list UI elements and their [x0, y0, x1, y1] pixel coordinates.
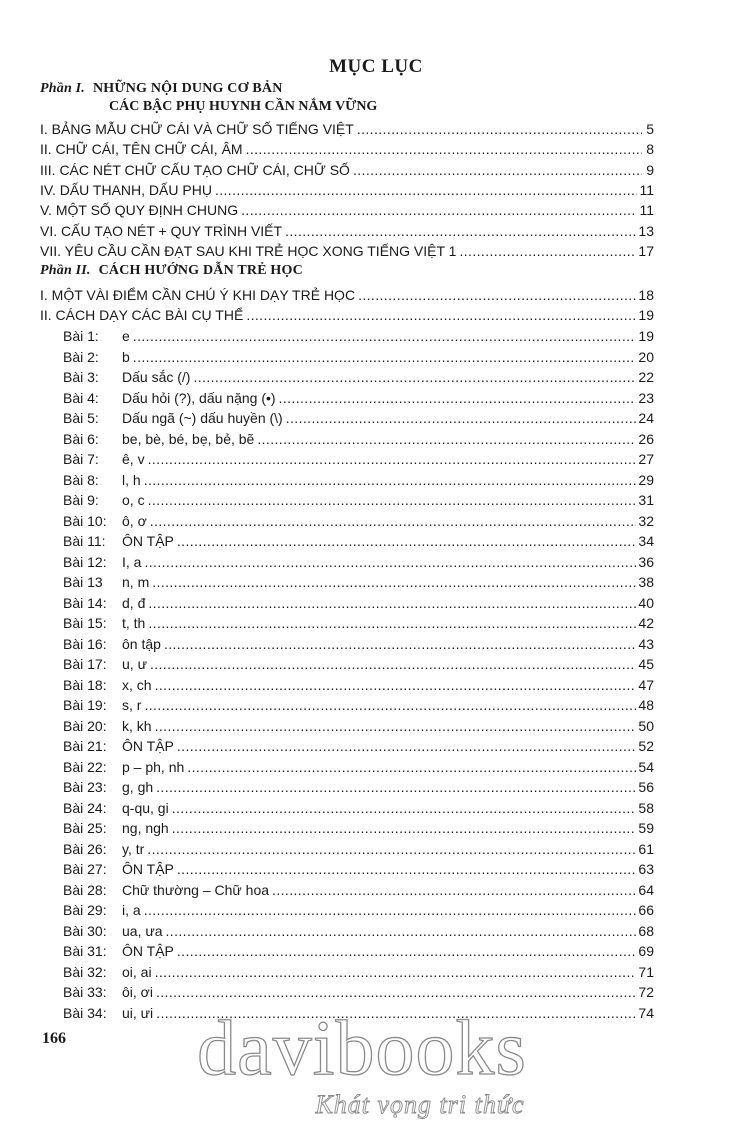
dot-leader	[144, 470, 637, 490]
watermark-tagline: Khát vọng tri thức	[315, 1090, 525, 1119]
toc-lesson-item[interactable]	[63, 880, 654, 900]
page-ref: 54	[638, 758, 654, 775]
dot-leader	[172, 798, 637, 818]
dot-leader	[144, 695, 636, 715]
lesson-title: ui, ưi	[122, 1004, 154, 1021]
toc-lesson-item[interactable]	[63, 613, 654, 633]
lesson-title: ÔN TẬP	[122, 861, 174, 877]
lesson-title: ôn tập	[122, 635, 161, 652]
lesson-title: i, a	[122, 902, 141, 918]
page-ref: 58	[638, 799, 654, 816]
dot-leader	[148, 449, 637, 469]
lesson-number: Bài 2:	[63, 348, 99, 365]
lesson-number: Bài 14:	[63, 594, 107, 611]
dot-leader	[155, 716, 637, 736]
lesson-number: Bài 8:	[63, 471, 99, 488]
page-ref: 19	[638, 328, 654, 344]
dot-leader	[177, 736, 637, 756]
lesson-title: d, đ	[122, 594, 146, 611]
lesson-number: Bài 9:	[63, 492, 99, 508]
toc-lesson-item[interactable]	[63, 675, 654, 695]
page-ref: 18	[638, 287, 654, 303]
page-ref: 24	[638, 410, 654, 426]
page-ref: 26	[638, 430, 654, 447]
page-ref: 23	[638, 389, 654, 406]
toc-section-item[interactable]	[40, 160, 654, 180]
toc-lesson-item[interactable]	[63, 818, 654, 838]
dot-leader	[155, 675, 637, 695]
dot-leader	[177, 531, 637, 551]
page-ref: 40	[638, 594, 654, 611]
lesson-title: b	[122, 348, 130, 365]
lesson-title: s, r	[122, 697, 142, 713]
lesson-number: Bài 7:	[63, 451, 99, 467]
page-ref: 45	[638, 656, 654, 672]
section-title: II. CHỮ CÁI, TÊN CHỮ CÁI, ÂM	[40, 141, 243, 158]
lesson-number: Bài 6:	[63, 430, 99, 447]
lesson-number: Bài 15:	[63, 615, 107, 631]
page-ref: 59	[638, 820, 654, 836]
page-ref: 13	[638, 222, 654, 239]
lesson-number: Bài 17:	[63, 656, 107, 672]
toc-lesson-item[interactable]	[63, 511, 654, 531]
toc-lesson-item[interactable]	[63, 716, 654, 736]
lesson-title: ê, v	[122, 451, 145, 467]
page-ref: 34	[638, 533, 654, 549]
toc-section-item[interactable]	[40, 180, 654, 200]
page-number: 166	[42, 1030, 66, 1047]
toc-lesson-item[interactable]	[63, 859, 654, 879]
page-ref: 48	[638, 697, 654, 713]
dot-leader	[156, 777, 636, 797]
page-ref: 27	[638, 451, 654, 467]
dot-leader	[147, 839, 636, 859]
lesson-number: Bài 32:	[63, 963, 107, 980]
part2-heading	[40, 263, 303, 279]
page-ref: 72	[638, 984, 654, 1000]
dot-leader	[148, 613, 636, 633]
lesson-title: Dấu ngã (~) dấu huyền (\)	[122, 410, 283, 426]
lesson-number: Bài 22:	[63, 758, 107, 775]
dot-leader	[156, 982, 636, 1002]
dot-leader	[148, 490, 637, 510]
lesson-title: t, th	[122, 615, 146, 631]
dot-leader	[285, 221, 636, 241]
toc-lesson-item[interactable]	[63, 921, 654, 941]
page-ref: 32	[638, 512, 654, 529]
toc-lesson-item[interactable]	[63, 798, 654, 818]
lesson-number: Bài 27:	[63, 861, 107, 877]
lesson-number: Bài 33:	[63, 984, 107, 1000]
toc-lesson-item[interactable]	[63, 695, 654, 715]
lesson-number: Bài 23:	[63, 779, 107, 795]
dot-leader	[150, 511, 637, 531]
dot-leader	[193, 367, 636, 387]
page-ref: 61	[638, 840, 654, 857]
lesson-title: q-qu, gi	[122, 799, 169, 816]
section-title: V. MỘT SỐ QUY ĐỊNH CHUNG	[40, 202, 239, 219]
page-ref: 22	[638, 369, 654, 385]
lesson-title: ng, ngh	[122, 820, 169, 836]
dot-leader	[177, 941, 637, 961]
toc-lesson-item[interactable]	[63, 941, 654, 961]
dot-leader	[133, 347, 637, 367]
lesson-number: Bài 3:	[63, 369, 99, 385]
dot-leader	[246, 139, 642, 159]
page-ref: 64	[638, 881, 654, 898]
page-ref: 63	[638, 861, 654, 877]
page-ref: 11	[639, 181, 654, 198]
lesson-number: Bài 11:	[63, 533, 106, 549]
lesson-title: p – ph, nh	[122, 758, 185, 775]
dot-leader	[257, 429, 636, 449]
page-ref: 36	[638, 553, 654, 570]
lesson-title: be, bè, bé, bẹ, bẻ, bẽ	[122, 430, 255, 447]
lesson-title: I, a	[122, 553, 142, 570]
toc-section-item[interactable]	[40, 200, 654, 220]
lesson-title: x, ch	[122, 676, 152, 693]
toc-lesson-item[interactable]	[63, 408, 654, 428]
lesson-number: Bài 25:	[63, 820, 107, 836]
dot-leader	[133, 326, 637, 346]
lesson-title: ôi, ơi	[122, 984, 153, 1000]
page-ref: 68	[638, 922, 654, 939]
lesson-title: n, m	[122, 574, 150, 590]
lesson-title: e	[122, 328, 130, 344]
section-title: I. MỘT VÀI ĐIỂM CẦN CHÚ Ý KHI DẠY TRẺ HỌC	[40, 287, 356, 303]
toc-lesson-item[interactable]	[63, 757, 654, 777]
lesson-number: Bài 30:	[63, 922, 107, 939]
page-ref: 5	[646, 121, 654, 137]
page-ref: 31	[638, 492, 654, 508]
part1-heading	[40, 81, 283, 97]
part2-label: Phần II.	[40, 263, 91, 278]
toc-lesson-item[interactable]	[63, 449, 654, 469]
page-ref: 47	[638, 676, 654, 693]
toc-section-item[interactable]	[40, 285, 654, 305]
lesson-number: Bài 28:	[63, 881, 107, 898]
dot-leader	[164, 634, 636, 654]
lesson-number: Bài 26:	[63, 840, 107, 857]
lesson-title: k, kh	[122, 717, 152, 734]
dot-leader	[152, 572, 636, 592]
part1-heading-line2: CÁC BẬC PHỤ HUYNH CẦN NẮM VỮNG	[109, 99, 378, 114]
toc-lesson-item[interactable]	[63, 593, 654, 613]
toc-lesson-item[interactable]	[63, 388, 654, 408]
dot-leader	[286, 408, 637, 428]
dot-leader	[246, 305, 636, 325]
page-ref: 50	[638, 717, 654, 734]
page-ref: 11	[639, 202, 654, 219]
lesson-title: ÔN TẬP	[122, 738, 174, 754]
dot-leader	[215, 180, 638, 200]
lesson-title: ÔN TẬP	[122, 943, 174, 959]
dot-leader	[358, 285, 636, 305]
lesson-number: Bài 31:	[63, 943, 107, 959]
toc-section-item[interactable]	[40, 139, 654, 159]
lesson-number: Bài 19:	[63, 697, 107, 713]
dot-leader	[148, 593, 636, 613]
toc-lesson-item[interactable]	[63, 367, 654, 387]
lesson-number: Bài 13	[63, 574, 103, 590]
page-ref: 17	[638, 242, 654, 259]
lesson-title: l, h	[122, 471, 141, 488]
lesson-number: Bài 34:	[63, 1004, 107, 1021]
dot-leader	[144, 552, 636, 572]
toc-lesson-item[interactable]	[63, 839, 654, 859]
page-title: MỤC LỤC	[329, 56, 423, 77]
page-ref: 43	[638, 635, 654, 652]
page-ref: 74	[638, 1004, 654, 1021]
lesson-number: Bài 16:	[63, 635, 107, 652]
toc-lesson-item[interactable]	[63, 429, 654, 449]
page-ref: 71	[638, 963, 654, 980]
lesson-title: u, ư	[122, 656, 147, 672]
part2-heading-text: CÁCH HƯỚNG DẪN TRẺ HỌC	[98, 263, 303, 278]
page-ref: 52	[638, 738, 654, 754]
lesson-title: o, c	[122, 492, 145, 508]
toc-lesson-item[interactable]	[63, 326, 654, 346]
page-ref: 42	[638, 615, 654, 631]
lesson-title: y, tr	[122, 840, 145, 857]
toc-lesson-item[interactable]	[63, 531, 654, 551]
dot-leader	[187, 757, 636, 777]
dot-leader	[155, 962, 637, 982]
toc-lesson-item[interactable]	[63, 572, 654, 592]
dot-leader	[150, 654, 636, 674]
dot-leader	[279, 388, 637, 408]
dot-leader	[241, 200, 637, 220]
toc-lesson-item[interactable]	[63, 634, 654, 654]
lesson-number: Bài 1:	[63, 328, 99, 344]
lesson-title: Chữ thường – Chữ hoa	[122, 881, 270, 898]
dot-leader	[357, 119, 642, 139]
dot-leader	[272, 880, 636, 900]
lesson-title: g, gh	[122, 779, 154, 795]
dot-leader	[177, 859, 637, 879]
lesson-title: ô, ơ	[122, 512, 147, 529]
part1-label: Phần I.	[40, 81, 85, 96]
toc-section-item[interactable]	[40, 241, 654, 261]
lesson-number: Bài 4:	[63, 389, 99, 406]
page-ref: 29	[638, 471, 654, 488]
lesson-number: Bài 10:	[63, 512, 107, 529]
page-ref: 20	[638, 348, 654, 365]
lesson-title: Dấu sắc (/)	[122, 369, 191, 385]
page-ref: 66	[638, 902, 654, 918]
section-title: VI. CẤU TẠO NÉT + QUY TRÌNH VIẾT	[40, 222, 283, 239]
page-ref: 69	[638, 943, 654, 959]
toc-lesson-item[interactable]	[63, 490, 654, 510]
dot-leader	[459, 241, 636, 261]
toc-lesson-item[interactable]	[63, 552, 654, 572]
page-ref: 19	[638, 307, 654, 324]
part1-heading-line1: NHỮNG NỘI DUNG CƠ BẢN	[92, 81, 283, 96]
section-title: IV. DẤU THANH, DẤU PHỤ	[40, 181, 212, 198]
watermark-brand: davibooks	[197, 1004, 527, 1091]
lesson-number: Bài 24:	[63, 799, 107, 816]
lesson-number: Bài 21:	[63, 738, 107, 754]
toc-lesson-item[interactable]	[63, 777, 654, 797]
toc-section-item[interactable]	[40, 221, 654, 241]
page-ref: 8	[646, 141, 654, 158]
page-ref: 56	[638, 779, 654, 795]
dot-leader	[172, 818, 637, 838]
toc-lesson-item[interactable]	[63, 654, 654, 674]
toc-lesson-item[interactable]	[63, 470, 654, 490]
lesson-number: Bài 12:	[63, 553, 107, 570]
page-ref: 9	[646, 161, 654, 178]
dot-leader	[166, 921, 637, 941]
toc-lesson-item[interactable]	[63, 736, 654, 756]
section-title: II. CÁCH DẠY CÁC BÀI CỤ THỂ	[40, 307, 244, 324]
lesson-title: ua, ưa	[122, 922, 163, 939]
section-title: III. CÁC NÉT CHỮ CẤU TẠO CHỮ CÁI, CHỮ SỐ	[40, 161, 350, 178]
lesson-title: Dấu hỏi (?), dấu nặng (•)	[122, 389, 276, 406]
toc-lesson-item[interactable]	[63, 347, 654, 367]
section-title: I. BẢNG MẪU CHỮ CÁI VÀ CHỮ SỐ TIẾNG VIỆT	[40, 121, 354, 137]
dot-leader	[353, 160, 642, 180]
toc-lesson-item[interactable]	[63, 962, 654, 982]
toc-section-item[interactable]	[40, 305, 654, 325]
section-title: VII. YÊU CẦU CẦN ĐẠT SAU KHI TRẺ HỌC XONG TIẾNG VIỆT 1	[40, 242, 457, 259]
lesson-title: oi, ai	[122, 963, 152, 980]
toc-lesson-item[interactable]	[63, 900, 654, 920]
toc-lesson-item[interactable]	[63, 982, 654, 1002]
dot-leader	[144, 900, 637, 920]
lesson-number: Bài 29:	[63, 902, 107, 918]
lesson-number: Bài 18:	[63, 676, 107, 693]
lesson-title: ÔN TẬP	[122, 533, 174, 549]
lesson-number: Bài 20:	[63, 717, 107, 734]
lesson-number: Bài 5:	[63, 410, 99, 426]
page-ref: 38	[638, 574, 654, 590]
toc-section-item[interactable]	[40, 119, 654, 139]
